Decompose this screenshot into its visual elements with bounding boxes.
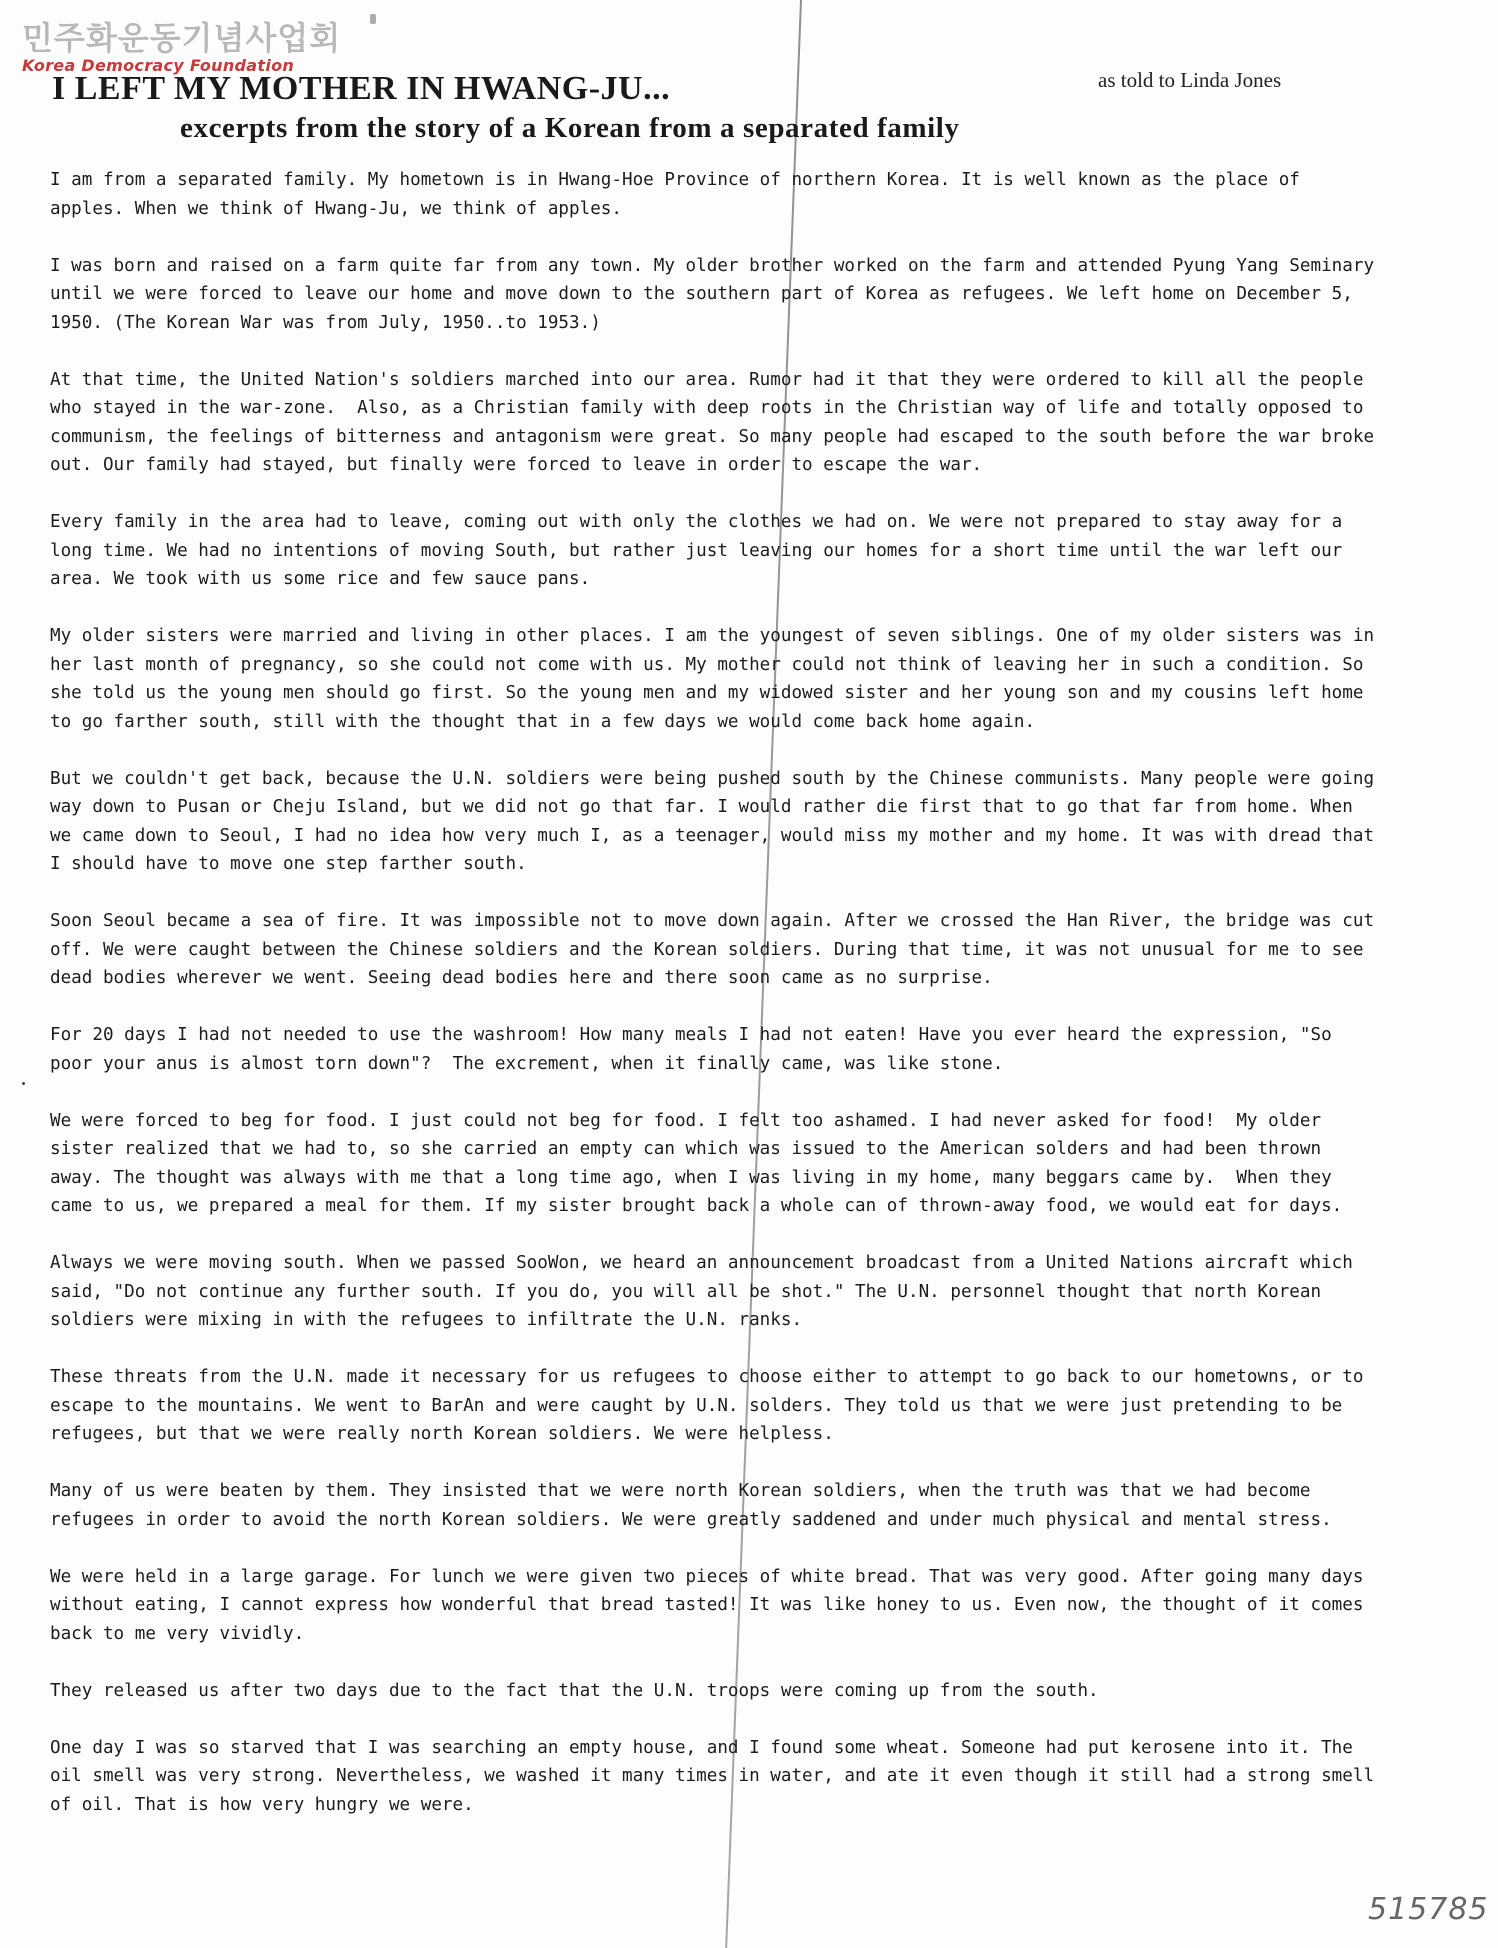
scan-speck	[22, 1082, 25, 1085]
document-body	[50, 166, 1410, 1848]
paragraph: These threats from the U.N. made it necessary for us refugees to choose either to attempt to go back to our hometowns, or to escape to the mountains. We went to BarAn and were caught by U.N. solders. They told us that we were just pretending to be refugees, but that we were really north Korean soldiers. We were helpless.	[50, 1367, 1364, 1444]
paragraph: One day I was so starved that I was searching an empty house, and I found some wheat. Someone had put kerosene into it. The oil smell was very strong. Nevertheless, we washed it many times in water, and ate it even though it still had a strong smell of oil. That is how very hungry we were.	[50, 1737, 1375, 1815]
paragraph: For 20 days I had not needed to use the washroom! How many meals I had not eaten! Have you ever heard the expression, "So poor your anus is almost torn down"? The excrement, when it finally came, was like stone.	[50, 1025, 1332, 1074]
paragraph: They released us after two days due to the fact that the U.N. troops were coming up from the south.	[50, 1680, 1099, 1701]
handwritten-document-number: 515785	[1368, 1892, 1489, 1927]
watermark-korean-text: 민주화운동기념사업회	[22, 19, 342, 57]
watermark-english-text: Korea Democracy Foundation	[22, 56, 295, 75]
paragraph: At that time, the United Nation's soldiers marched into our area. Rumor had it that they were ordered to kill all the people who stayed in the war-zone. Also, as a Christian family with deep roots in the Christian way of life and totally opposed to communism, the feelings of bitterness and antagonism were great. So many people had escaped to the south before the war broke out. Our family had stayed, but finally were forced to leave in order to escape the war.	[50, 369, 1375, 475]
byline: as told to Linda Jones	[1098, 68, 1282, 92]
paragraph: Many of us were beaten by them. They insisted that we were north Korean soldiers, when the truth was that we had become refugees in order to avoid the north Korean soldiers. We were greatly saddened and under much physical and mental stress.	[50, 1481, 1332, 1530]
paragraph: We were held in a large garage. For lunch we were given two pieces of white bread. That was very good. After going many days without eating, I cannot express how wonderful that bread tasted! It was like honey to us. Even now, the thought of it comes back to me very vividly.	[50, 1566, 1364, 1644]
paragraph: My older sisters were married and living in other places. I am the youngest of seven siblings. One of my older sisters was in her last month of pregnancy, so she could not come with us. My mother could not think of leaving her in such a condition. So she told us the young men should go first. So the young men and my widowed sister and her young son and my cousins left home to go farther south, still with the thought that in a few days we would come back home again.	[50, 626, 1375, 732]
paragraph: Always we were moving south. When we passed SooWon, we heard an announcement broadcast from a United Nations aircraft which said, "Do not continue any further south. If you do, you will all be shot." The U.N. personnel thought that north Korean soldiers were mixing in with the refugees to infiltrate the U.N. ranks.	[50, 1253, 1353, 1330]
paragraph: Soon Seoul became a sea of fire. It was impossible not to move down again. After we crossed the Han River, the bridge was cut off. We were caught between the Chinese soldiers and the Korean soldiers. During that time, it was not unusual for me to see dead bodies wherever we went. Seeing dead bodies here and there soon came as no surprise.	[50, 911, 1375, 988]
document-title: I LEFT MY MOTHER IN HWANG-JU...	[52, 70, 671, 107]
paragraph: I was born and raised on a farm quite far from any town. My older brother worked on the farm and attended Pyung Yang Seminary until we were forced to leave our home and move down to the southern part of Korea as refugees. We left home on December 5, 1950. (The Korean War was from July, 1950..to 1953.)	[50, 255, 1375, 333]
document-subtitle: excerpts from the story of a Korean from a separated family	[180, 112, 960, 144]
archive-watermark	[22, 19, 342, 75]
paragraph: We were forced to beg for food. I just could not beg for food. I felt too ashamed. I had never asked for food! My older sister realized that we had to, so she carried an empty can which was issued to the American solders and had been thrown away. The thought was always with me that a long time ago, when I was living in my home, many beggars came by. When they came to us, we prepared a meal for them. If my sister brought back a whole can of thrown-away food, we would eat for days.	[50, 1110, 1343, 1216]
paragraph: Every family in the area had to leave, coming out with only the clothes we had on. We were not prepared to stay away for a long time. We had no intentions of moving South, but rather just leaving our homes for a short time until the war left our area. We took with us some rice and few sauce pans.	[50, 512, 1343, 589]
paragraph: But we couldn't get back, because the U.N. soldiers were being pushed south by the Chinese communists. Many people were going way down to Pusan or Cheju Island, but we did not go that far. I would rather die first that to go that far from home. When we came down to Seoul, I had no idea how very much I, as a teenager, would miss my mother and my home. It was with dread that I should have to move one step farther south.	[50, 768, 1375, 874]
paragraph: I am from a separated family. My hometown is in Hwang-Hoe Province of northern Korea. It is well known as the place of apples. When we think of Hwang-Ju, we think of apples.	[50, 170, 1300, 219]
scan-speck	[370, 14, 376, 24]
